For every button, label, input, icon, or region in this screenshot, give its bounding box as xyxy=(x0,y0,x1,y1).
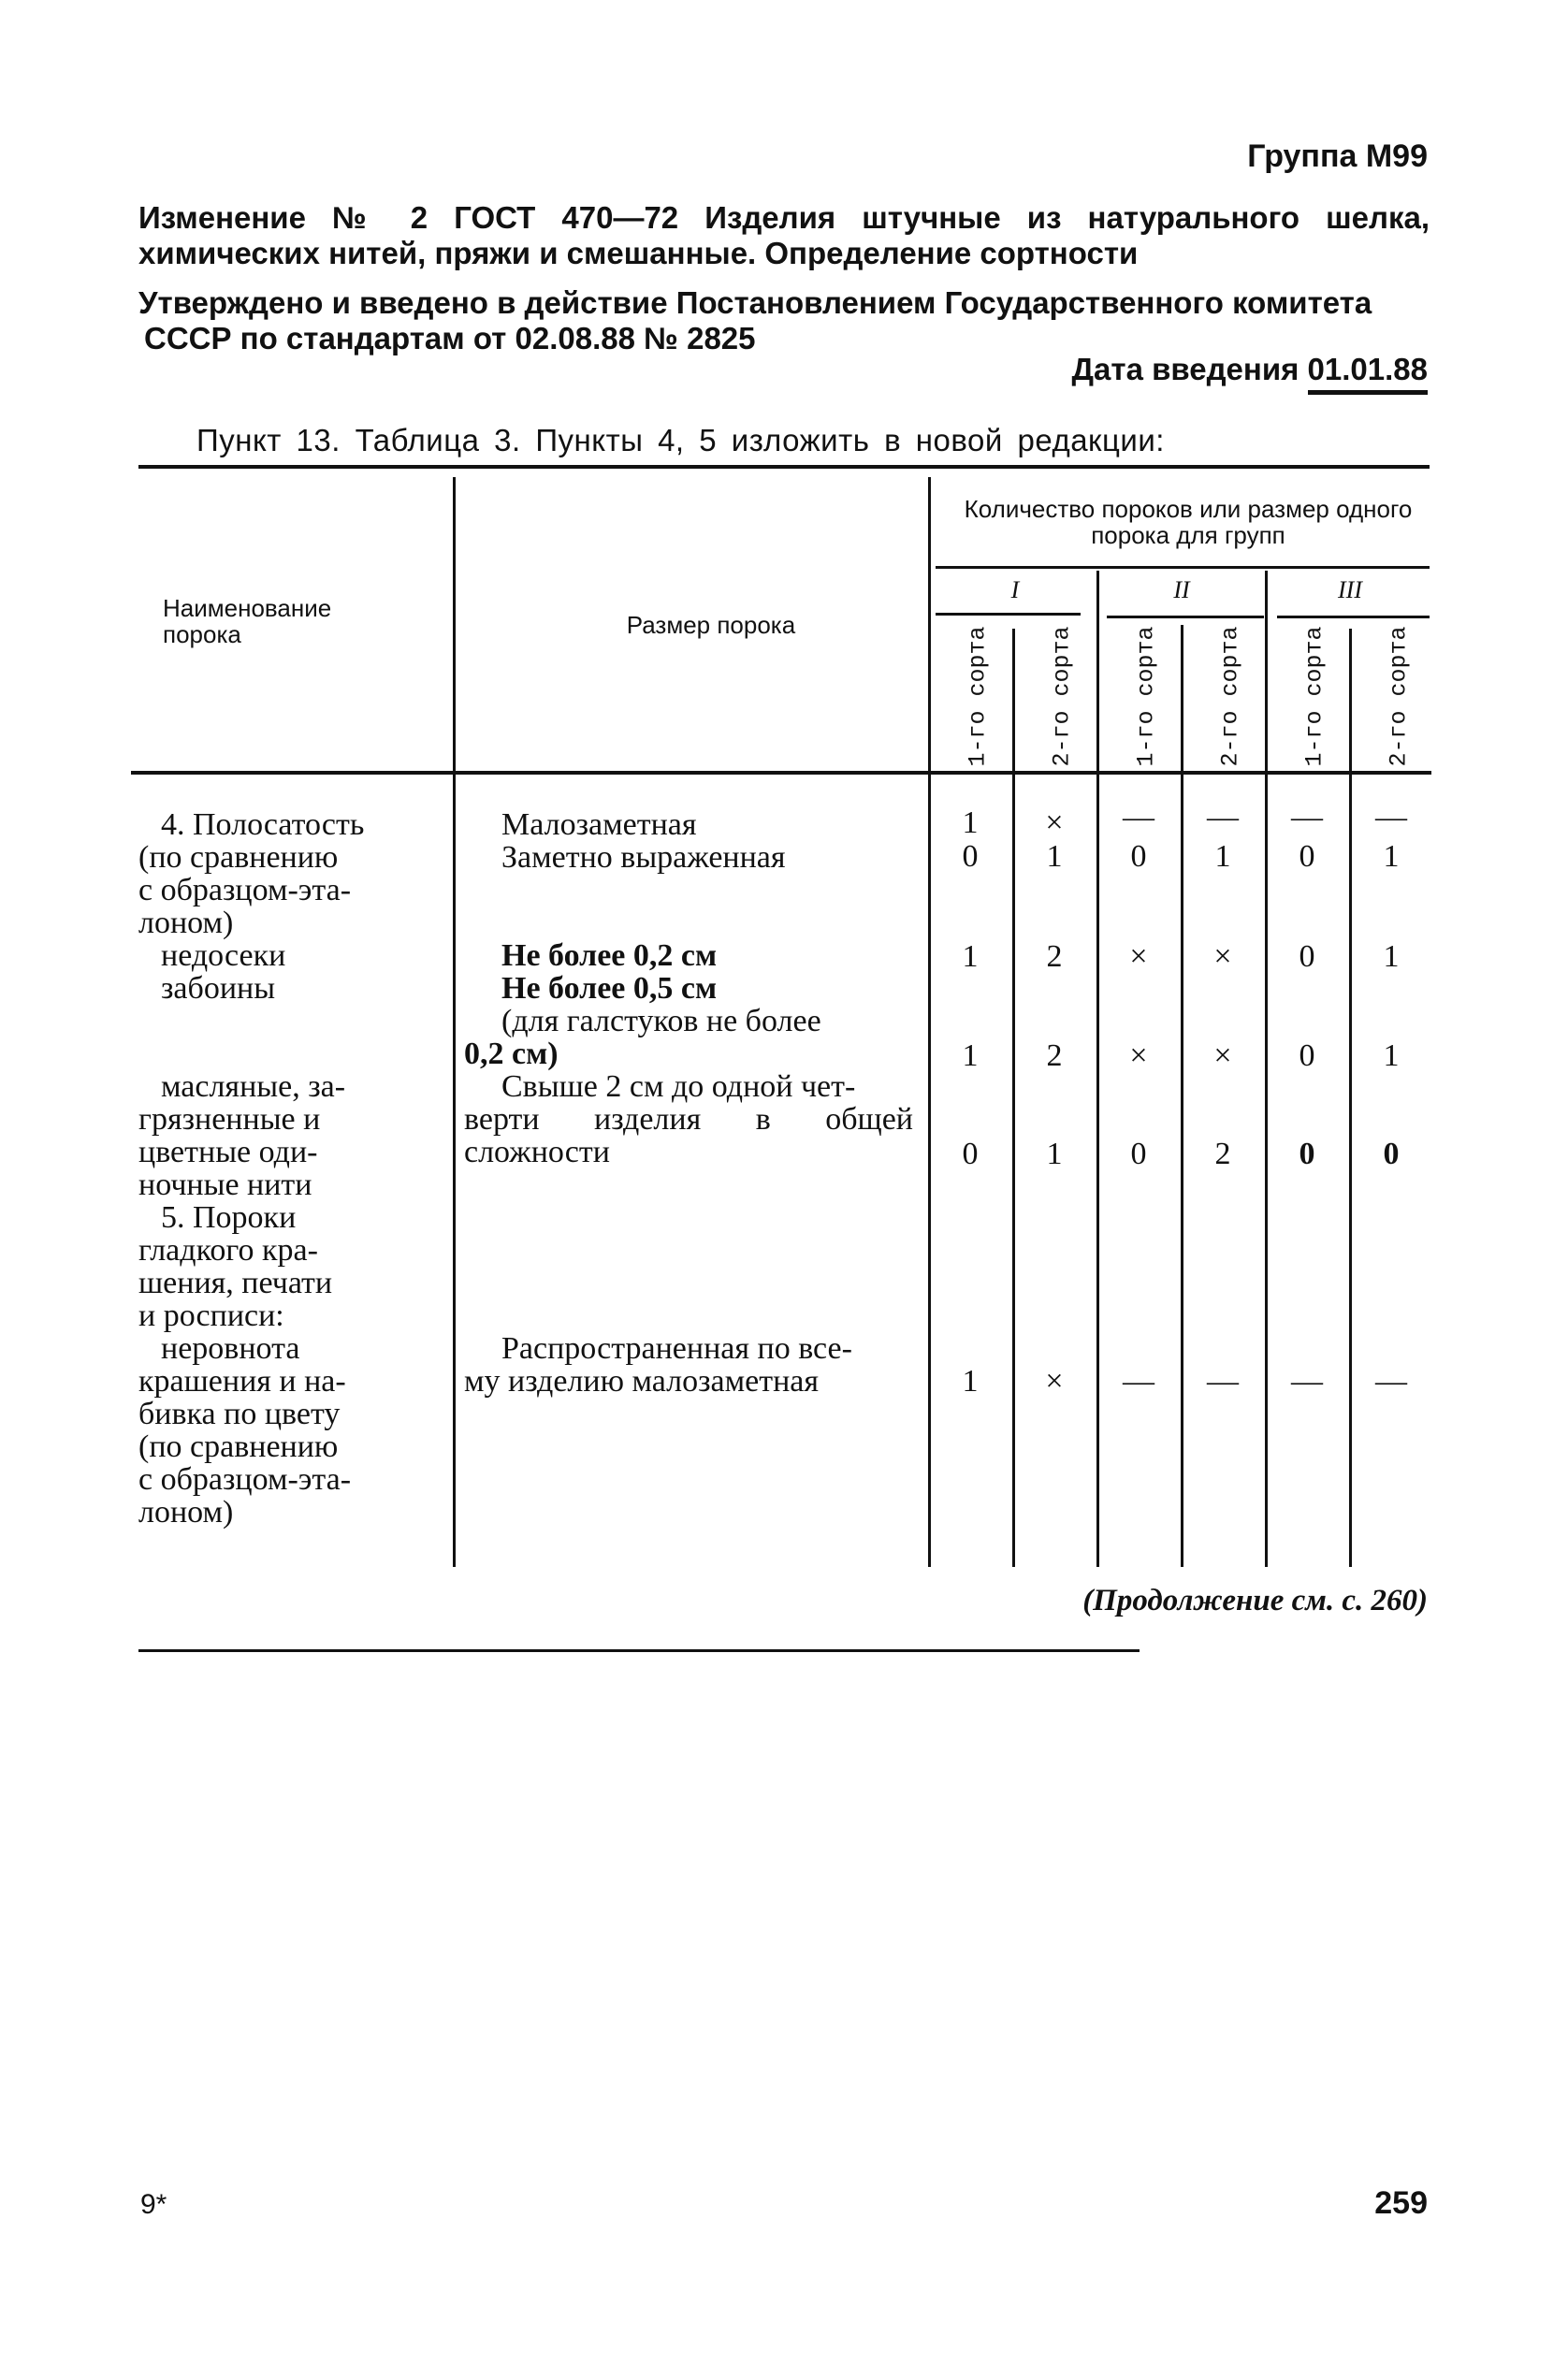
defect-size-line: 0,2 см) xyxy=(464,1037,559,1071)
defect-name-line: ночные нити xyxy=(138,1167,312,1202)
header-defect-name-text: Наименование порока xyxy=(163,594,332,648)
header-defect-size: Размер порока xyxy=(626,611,796,639)
value-cell: 1 xyxy=(1383,1038,1400,1073)
defect-name-line: (по сравнению xyxy=(138,1429,339,1464)
value-cell: 0 xyxy=(1299,939,1315,974)
value-cell: × xyxy=(1213,939,1232,974)
col-divider-3 xyxy=(1181,625,1183,1567)
defect-name-line: цветные оди- xyxy=(138,1135,318,1169)
value-cell: — xyxy=(1123,1364,1154,1399)
approval-line-2: СССР по стандартам от 02.08.88 № 2825 xyxy=(144,321,756,355)
col-divider-1 xyxy=(1012,629,1015,1567)
value-cell: 1 xyxy=(962,805,979,840)
defect-size-line: Заметно выраженная xyxy=(501,840,786,875)
value-cell: — xyxy=(1123,800,1154,834)
value-cell: 0 xyxy=(962,1137,979,1171)
approval-statement xyxy=(138,285,1430,356)
bottom-rule xyxy=(138,1649,1140,1652)
sort-header-i-1: 1-го сорта xyxy=(964,626,992,767)
introduction-date-label: Дата введения xyxy=(1071,352,1299,386)
value-cell: 0 xyxy=(962,839,979,874)
sort-header-iii-2: 2-го сорта xyxy=(1385,626,1413,767)
defect-size-line: верти изделия в общей xyxy=(464,1102,913,1137)
introduction-date-value: 01.01.88 xyxy=(1308,352,1428,395)
groups-rule xyxy=(936,566,1430,569)
group-ii-label: II xyxy=(1173,576,1190,603)
table-top-rule xyxy=(138,465,1430,469)
value-cell: — xyxy=(1375,1364,1407,1399)
col-divider-size xyxy=(928,477,931,1567)
value-cell: 0 xyxy=(1299,1038,1315,1073)
defect-size-line: сложности xyxy=(464,1135,610,1169)
col-divider-2 xyxy=(1096,571,1099,1567)
approval-line-1: Утверждено и введено в действие Постановлением Государственного комитета xyxy=(138,285,1372,320)
table-header-rule xyxy=(131,771,1431,775)
defect-size-line: Не более 0,5 см xyxy=(501,971,718,1006)
value-cell: 1 xyxy=(1046,839,1063,874)
sort-header-ii-2: 2-го сорта xyxy=(1216,626,1244,767)
value-cell: 2 xyxy=(1214,1137,1231,1171)
defect-name-line: шения, печати xyxy=(138,1266,333,1300)
defect-name-line: с образцом-эта- xyxy=(138,1462,352,1497)
value-cell: × xyxy=(1129,1038,1148,1073)
value-cell: 1 xyxy=(1383,839,1400,874)
col-divider-5 xyxy=(1349,629,1352,1567)
defect-name-line: забоины xyxy=(161,971,276,1006)
page-number: 259 xyxy=(1374,2185,1428,2221)
col-divider-name xyxy=(453,477,456,1567)
defect-name-line: лоном) xyxy=(138,1495,234,1530)
value-cell: 1 xyxy=(962,1364,979,1399)
value-cell: 1 xyxy=(962,1038,979,1073)
defect-name-line: неровнота xyxy=(161,1331,300,1366)
defect-size-line: Распространенная по все- xyxy=(501,1331,852,1366)
printer-signature: 9* xyxy=(140,2189,167,2220)
defect-name-line: лоном) xyxy=(138,906,234,940)
value-cell: × xyxy=(1045,805,1064,840)
value-cell: 2 xyxy=(1046,1038,1063,1073)
value-cell: — xyxy=(1291,800,1323,834)
introduction-date xyxy=(1072,352,1428,387)
value-cell: 0 xyxy=(1299,839,1315,874)
value-cell: 0 xyxy=(1130,1137,1147,1171)
sort-header-i-2: 2-го сорта xyxy=(1048,626,1076,767)
header-defect-name xyxy=(140,595,384,647)
defect-size-line: (для галстуков не более xyxy=(501,1004,821,1038)
defect-name-line: крашения и на- xyxy=(138,1364,346,1399)
item-instruction: Пункт 13. Таблица 3. Пункты 4, 5 изложить в новой редакции: xyxy=(196,423,1165,457)
value-cell: × xyxy=(1213,1038,1232,1073)
value-cell: × xyxy=(1129,939,1148,974)
value-cell: 2 xyxy=(1046,939,1063,974)
value-cell: 0 xyxy=(1383,1137,1400,1171)
defect-name-line: с образцом-эта- xyxy=(138,873,352,907)
defect-name-line: гладкого кра- xyxy=(138,1233,318,1268)
value-cell: 1 xyxy=(1214,839,1231,874)
value-cell: 1 xyxy=(1383,939,1400,974)
defect-size-line: Малозаметная xyxy=(501,807,697,842)
defect-name-line: бивка по цвету xyxy=(138,1397,341,1431)
sort-header-ii-1: 1-го сорта xyxy=(1132,626,1160,767)
defect-name-line: 4. Полосатость xyxy=(161,807,365,842)
defect-name-line: 5. Пороки xyxy=(161,1200,297,1235)
value-cell: — xyxy=(1207,1364,1239,1399)
defect-size-line: Свыше 2 см до одной чет- xyxy=(501,1069,856,1104)
group-i-rule xyxy=(936,613,1081,616)
value-cell: — xyxy=(1291,1364,1323,1399)
group-iii-label: III xyxy=(1338,576,1362,603)
group-code: Группа М99 xyxy=(1247,138,1428,174)
group-iii-rule xyxy=(1277,616,1430,618)
defect-sizes-column xyxy=(464,808,922,1398)
defect-size-line: му изделию малозаметная xyxy=(464,1364,820,1399)
value-cell: 1 xyxy=(962,939,979,974)
continuation-note: (Продолжение см. с. 260) xyxy=(1082,1584,1428,1617)
defect-size-line: Не более 0,2 см xyxy=(501,938,718,973)
value-cell: 0 xyxy=(1130,839,1147,874)
value-cell: 1 xyxy=(1046,1137,1063,1171)
defect-name-line: масляные, за- xyxy=(161,1069,346,1104)
defect-name-line: и росписи: xyxy=(138,1298,284,1333)
defect-name-line: грязненные и xyxy=(138,1102,321,1137)
value-cell: — xyxy=(1375,800,1407,834)
value-cell: — xyxy=(1207,800,1239,834)
group-i-label: I xyxy=(1010,576,1020,603)
value-cell: 0 xyxy=(1299,1137,1315,1171)
defect-name-line: (по сравнению xyxy=(138,840,339,875)
header-count: Количество пороков или размер одного порока для групп xyxy=(964,495,1413,549)
group-ii-rule xyxy=(1107,616,1264,618)
col-divider-4 xyxy=(1265,571,1268,1567)
change-title: Изменение № 2 ГОСТ 470—72 Изделия штучные из натурального шелка, химических нитей, пряжи и смешанные. Определение сортности xyxy=(138,200,1430,270)
value-cell: × xyxy=(1045,1364,1064,1399)
defect-names-column xyxy=(138,808,447,1529)
defect-name-line: недосеки xyxy=(161,938,286,973)
sort-header-iii-1: 1-го сорта xyxy=(1300,626,1328,767)
